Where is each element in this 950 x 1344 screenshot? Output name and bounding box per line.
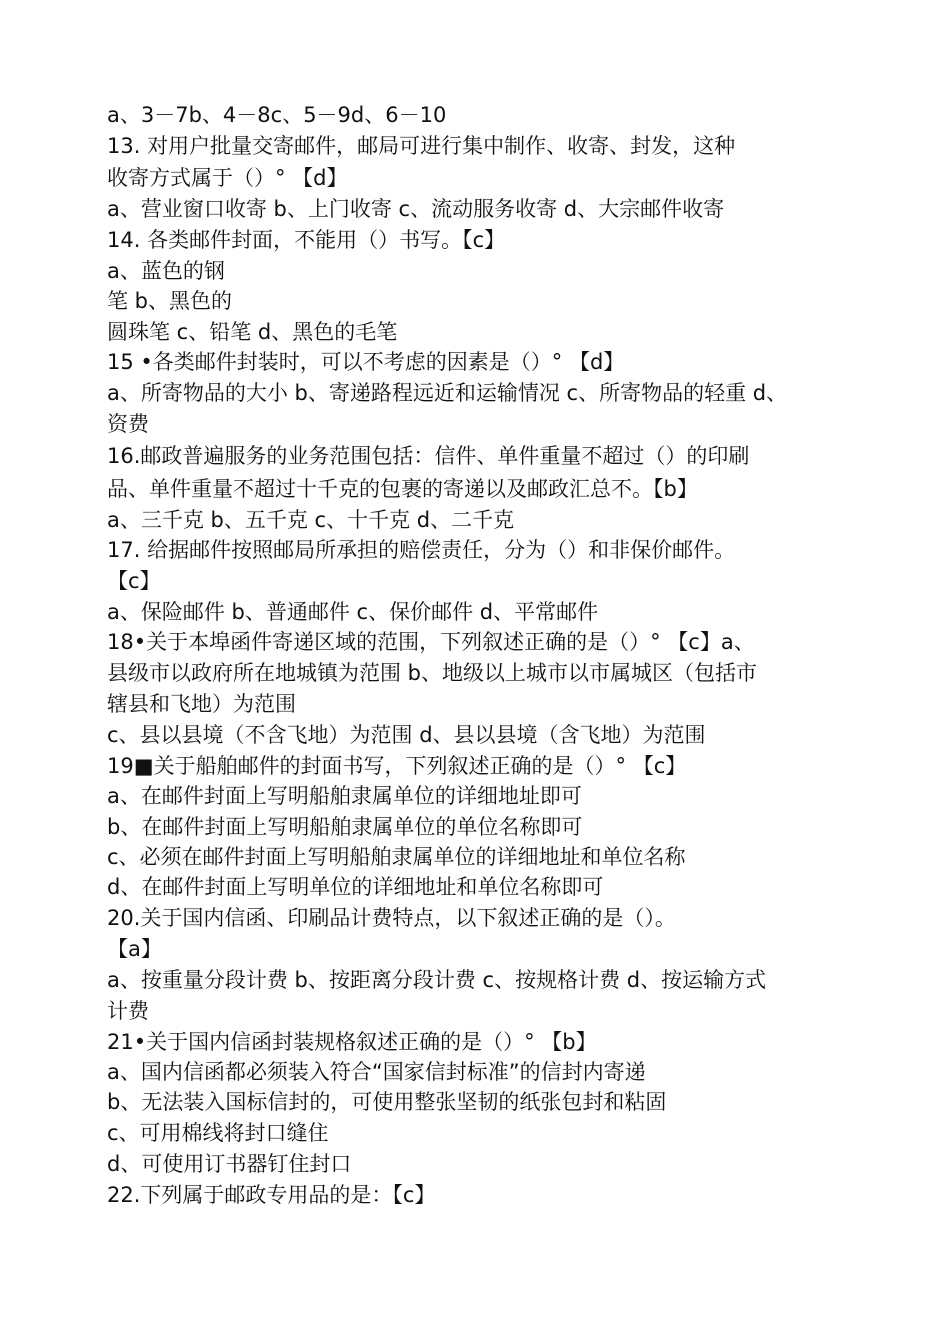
text-line: 圆珠笔 c、铅笔 d、黑色的毛笔 bbox=[107, 320, 398, 344]
text-line: a、营业窗口收寄 b、上门收寄 c、流动服务收寄 d、大宗邮件收寄 bbox=[107, 197, 725, 221]
text-line: a、三千克 b、五千克 c、十千克 d、二千克 bbox=[107, 508, 515, 532]
text-line: c、县以县境（不含飞地）为范围 d、县以县境（含飞地）为范围 bbox=[107, 723, 706, 747]
text-line: b、无法装入国标信封的，可使用整张坚韧的纸张包封和粘固 bbox=[107, 1090, 667, 1114]
text-line: 品、单件重量不超过十千克的包裹的寄递以及邮政汇总不。【b】 bbox=[107, 477, 698, 501]
text-line: 15 •各类邮件封装时，可以不考虑的因素是（）° 【d】 bbox=[107, 350, 625, 374]
text-line: 辖县和飞地）为范围 bbox=[107, 692, 296, 716]
text-line: 20.关于国内信函、印刷品计费特点，以下叙述正确的是（）。 bbox=[107, 906, 676, 930]
text-line: 16.邮政普遍服务的业务范围包括：信件、单件重量不超过（）的印刷 bbox=[107, 444, 750, 468]
text-line: 13. 对用户批量交寄邮件，邮局可进行集中制作、收寄、封发，这种 bbox=[107, 134, 736, 158]
text-line: 21•关于国内信函封装规格叙述正确的是（）° 【b】 bbox=[107, 1030, 597, 1054]
text-line: a、3－7b、4－8c、5－9d、6－10 bbox=[107, 103, 447, 127]
text-line: b、在邮件封面上写明船舶隶属单位的单位名称即可 bbox=[107, 815, 583, 839]
text-line: 【a】 bbox=[107, 937, 162, 961]
text-line: 计费 bbox=[107, 999, 149, 1023]
text-line: c、必须在邮件封面上写明船舶隶属单位的详细地址和单位名称 bbox=[107, 845, 686, 869]
text-line: d、可使用订书器钉住封口 bbox=[107, 1152, 352, 1176]
text-line: a、国内信函都必须装入符合“国家信封标准”的信封内寄递 bbox=[107, 1060, 646, 1084]
text-line: a、所寄物品的大小 b、寄递路程远近和运输情况 c、所寄物品的轻重 d、 bbox=[107, 381, 788, 405]
text-line: 18•关于本埠函件寄递区域的范围，下列叙述正确的是（）° 【c】a、 bbox=[107, 630, 755, 654]
text-line: 收寄方式属于（）° 【d】 bbox=[107, 166, 348, 190]
text-line: 14. 各类邮件封面，不能用（）书写。【c】 bbox=[107, 228, 506, 252]
text-line: 笔 b、黑色的 bbox=[107, 289, 233, 313]
text-line: a、保险邮件 b、普通邮件 c、保价邮件 d、平常邮件 bbox=[107, 600, 599, 624]
text-line: 17. 给据邮件按照邮局所承担的赔偿责任，分为（）和非保价邮件。 bbox=[107, 538, 736, 562]
text-line: c、可用棉线将封口缝住 bbox=[107, 1121, 329, 1145]
text-line: 19■关于船舶邮件的封面书写，下列叙述正确的是（）° 【c】 bbox=[107, 754, 687, 778]
text-line: 【c】 bbox=[107, 569, 161, 593]
text-line: d、在邮件封面上写明单位的详细地址和单位名称即可 bbox=[107, 875, 604, 899]
text-line: a、按重量分段计费 b、按距离分段计费 c、按规格计费 d、按运输方式 bbox=[107, 968, 767, 992]
text-line: 资费 bbox=[107, 412, 149, 436]
text-line: a、在邮件封面上写明船舶隶属单位的详细地址即可 bbox=[107, 784, 582, 808]
text-line: 县级市以政府所在地城镇为范围 b、地级以上城市以市属城区（包括市 bbox=[107, 661, 758, 685]
text-line: a、蓝色的钢 bbox=[107, 259, 225, 283]
text-line: 22.下列属于邮政专用品的是：【c】 bbox=[107, 1183, 436, 1207]
